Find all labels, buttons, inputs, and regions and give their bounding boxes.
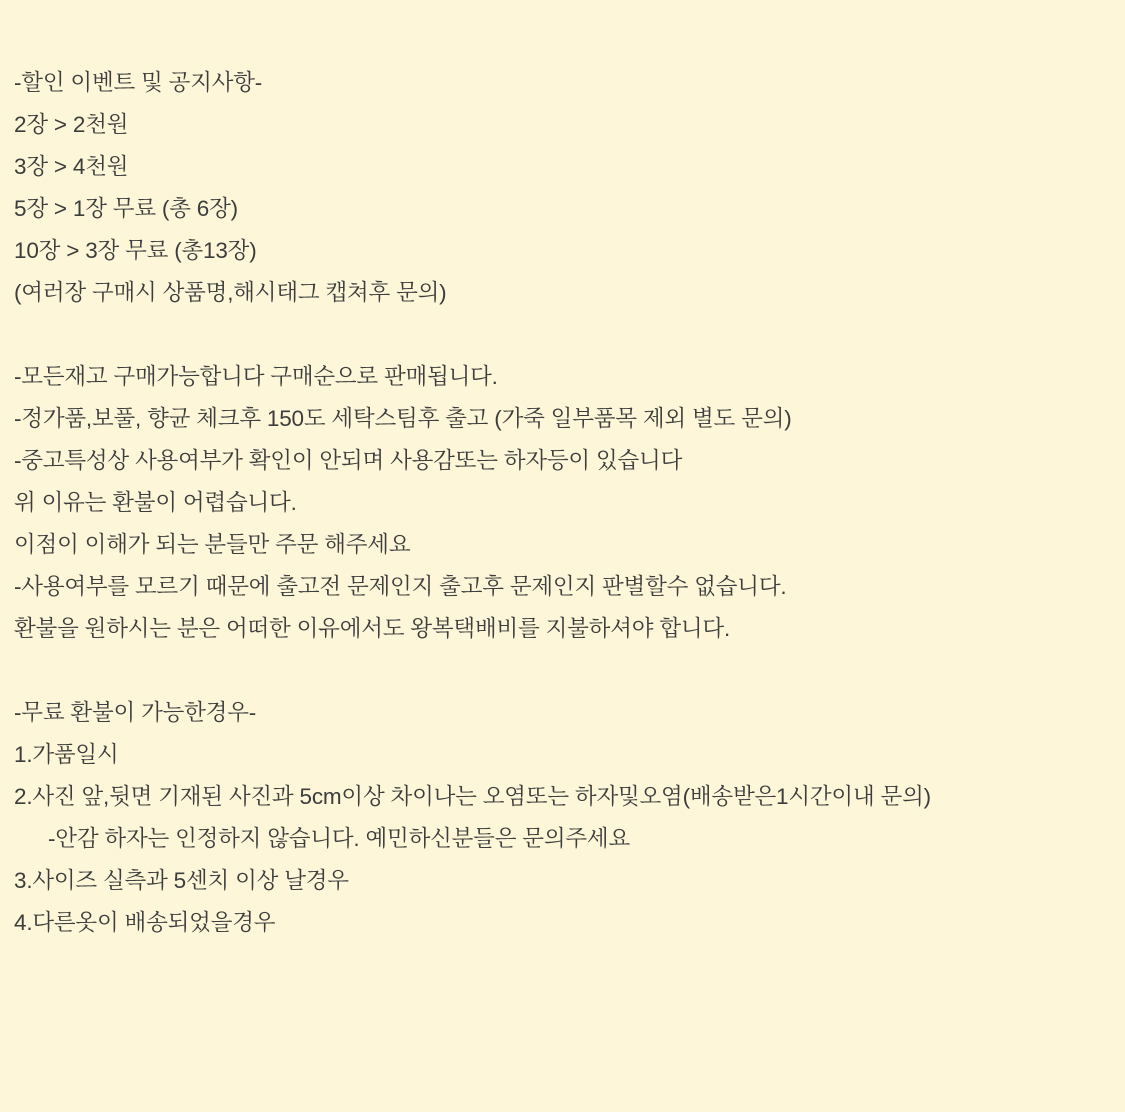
notice-line: (여러장 구매시 상품명,해시태그 캡쳐후 문의) — [14, 280, 447, 305]
notice-line: 10장 > 3장 무료 (총13장) — [14, 238, 257, 263]
notice-line: 5장 > 1장 무료 (총 6장) — [14, 196, 238, 221]
notice-line: 환불을 원하시는 분은 어떠한 이유에서도 왕복택배비를 지불하셔야 합니다. — [14, 616, 730, 641]
notice-line-sub: -안감 하자는 인정하지 않습니다. 예민하신분들은 문의주세요 — [48, 826, 630, 851]
notice-line: -정가품,보풀, 향균 체크후 150도 세탁스팀후 출고 (가죽 일부품목 제외 별도 문의) — [14, 406, 792, 431]
notice-line: 4.다른옷이 배송되었을경우 — [14, 910, 276, 935]
notice-line: -중고특성상 사용여부가 확인이 안되며 사용감또는 하자등이 있습니다 — [14, 448, 683, 473]
notice-line: 위 이유는 환불이 어렵습니다. — [14, 490, 297, 515]
notice-line: 2장 > 2천원 — [14, 112, 129, 137]
notice-line: -모든재고 구매가능합니다 구매순으로 판매됩니다. — [14, 364, 498, 389]
section-spacer — [14, 650, 1111, 692]
notice-line: 2.사진 앞,뒷면 기재된 사진과 5cm이상 차이나는 오염또는 하자및오염(배송받은1시간이내 문의) — [14, 784, 931, 809]
discount-notice-section — [14, 62, 1111, 314]
notice-line: -사용여부를 모르기 때문에 출고전 문제인지 출고후 문제인지 판별할수 없습니다. — [14, 574, 787, 599]
notice-line: -무료 환불이 가능한경우- — [14, 700, 257, 725]
notice-line: 3.사이즈 실측과 5센치 이상 날경우 — [14, 868, 349, 893]
stock-and-condition-section — [14, 356, 1111, 650]
notice-line: 3장 > 4천원 — [14, 154, 129, 179]
notice-line: 1.가품일시 — [14, 742, 119, 767]
notice-line: 이점이 이해가 되는 분들만 주문 해주세요 — [14, 532, 411, 557]
free-refund-section — [14, 692, 1111, 944]
notice-line: -할인 이벤트 및 공지사항- — [14, 70, 263, 95]
section-spacer — [14, 314, 1111, 356]
